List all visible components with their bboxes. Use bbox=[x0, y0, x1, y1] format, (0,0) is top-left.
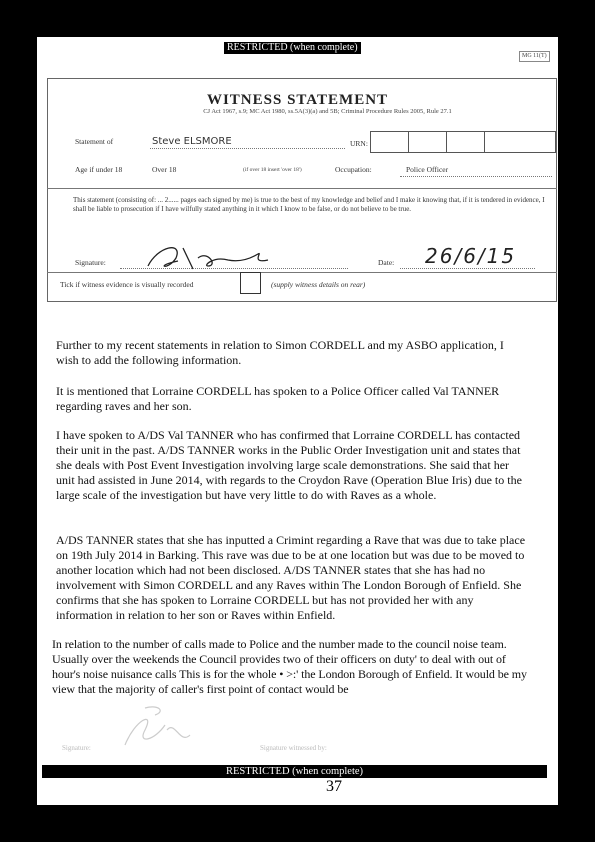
statement-of-line bbox=[150, 148, 345, 149]
declaration-text: This statement (consisting of: ... 2...... pages each signed by me) is true to the best of my knowledge and belief and I make it knowing that, if it is tendered in evidence, I shall be liable to prosecution if I have wilfully stated anything in it which I know to be false, or do not believe to be true. bbox=[73, 196, 545, 213]
signature-label: Signature: bbox=[75, 258, 106, 267]
urn-box-1 bbox=[370, 131, 409, 153]
occupation-value: Police Officer bbox=[406, 165, 449, 174]
form-code: MG 11(T) bbox=[519, 51, 550, 62]
footer-witnessed-label: Signature witnessed by: bbox=[260, 744, 327, 752]
occupation-line bbox=[400, 176, 552, 177]
divider bbox=[47, 188, 557, 189]
page-number: 37 bbox=[326, 778, 342, 795]
signature-line bbox=[120, 268, 348, 269]
statement-of-label: Statement of bbox=[75, 137, 114, 146]
tick-label: Tick if witness evidence is visually recorded bbox=[60, 280, 194, 289]
age-label: Age if under 18 bbox=[75, 165, 123, 174]
urn-box-2 bbox=[408, 131, 447, 153]
occupation-label: Occupation: bbox=[335, 165, 372, 174]
urn-box-4 bbox=[484, 131, 556, 153]
footer-signature-image bbox=[105, 700, 215, 755]
statement-of-value: Steve ELSMORE bbox=[152, 136, 232, 147]
form-title: WITNESS STATEMENT bbox=[206, 92, 389, 108]
paragraph-1: Further to my recent statements in relation to Simon CORDELL and my ASBO application, I wish to add the following information. bbox=[56, 338, 504, 367]
age-note: (if over 18 insert 'over 18') bbox=[243, 167, 302, 173]
divider-2 bbox=[47, 272, 557, 273]
date-label: Date: bbox=[378, 258, 395, 267]
urn-box-3 bbox=[446, 131, 485, 153]
urn-label: URN: bbox=[350, 139, 368, 148]
age-value: Over 18 bbox=[152, 165, 177, 174]
date-value: 26/6/15 bbox=[425, 244, 517, 268]
footer-signature-label: Signature: bbox=[62, 744, 91, 752]
visually-recorded-checkbox[interactable] bbox=[240, 272, 261, 294]
restricted-banner-top: RESTRICTED (when complete) bbox=[224, 42, 361, 54]
paragraph-4: A/DS TANNER states that she has inputted a Crimint regarding a Rave that was due to take place on 19th July 2014 in Barking. This rave was due to be at one location but was due to be moved to another location which had not been disclosed. A/DS TANNER states that she has had no involvement with Simon CORDELL and any Raves within The London Borough of Enfield. She confirms that she has spoken to Lorraine CORDELL but has not provided her with any information in relation to her son or Raves within Enfield. bbox=[56, 533, 526, 622]
paragraph-3: I have spoken to A/DS Val TANNER who has confirmed that Lorraine CORDELL has contacted their unit in the past. A/DS TANNER works in the Public Order Investigation unit and states that she deals with Post Event Investigation involving large scale demonstrations. She said that her unit had assisted in June 2014, with regards to the Croydon Rave (Operation Blue Iris) due to the large scale of the investigation but have very little to do with Raves as a whole. bbox=[56, 428, 522, 502]
paragraph-2: It is mentioned that Lorraine CORDELL has spoken to a Police Officer called Val TANNER regarding raves and her son. bbox=[56, 384, 500, 413]
tick-note: (supply witness details on rear) bbox=[271, 280, 366, 289]
restricted-banner-bottom: RESTRICTED (when complete) bbox=[42, 765, 547, 778]
form-subtitle: CJ Act 1967, s.9; MC Act 1980, ss.5A(3)(a) and 5B; Criminal Procedure Rules 2005, Rule 27.1 bbox=[203, 108, 452, 115]
signature-image bbox=[138, 236, 298, 276]
paragraph-5: In relation to the number of calls made to Police and the number made to the council noise team. Usually over the weekends the Council provides two of their officers on duty' to deal with out of hour's noise nuisance calls This is for the whole • >:' the London Borough of Enfield. It would be my view that the majority of caller's first point of contact would be bbox=[52, 637, 527, 696]
date-line bbox=[400, 268, 535, 269]
